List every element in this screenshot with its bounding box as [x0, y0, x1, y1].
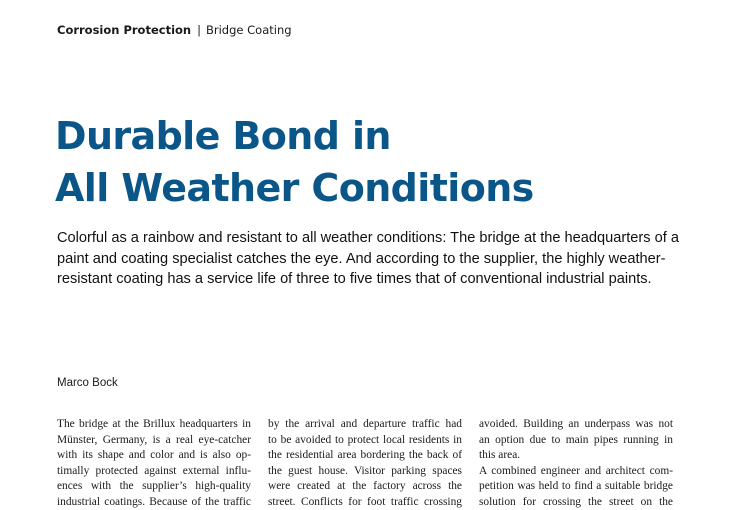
lead-line: paint and coating specialist catches the eye. And according to the supplier, the highly weather- [57, 249, 662, 270]
header-subsection: Bridge Coating [206, 23, 292, 37]
body-line: the guest house. Visitor parking spaces [268, 464, 462, 480]
body-line: industrial coatings. Because of the traffic [57, 495, 251, 510]
body-line: solution for crossing the street on the [479, 495, 673, 510]
body-line: timally protected against external influ- [57, 464, 251, 480]
lead-paragraph [57, 228, 662, 290]
running-header [57, 22, 292, 38]
body-column-3 [479, 417, 673, 510]
body-line: the residential area bordering the back of [268, 448, 462, 464]
header-separator: | [197, 23, 201, 37]
article-title-line: All Weather Conditions [55, 162, 534, 214]
body-line: this area. [479, 448, 673, 464]
body-line: street. Conflicts for foot traffic crossing [268, 495, 462, 510]
body-line: avoided. Building an underpass was not [479, 417, 673, 433]
article-title-line: Durable Bond in [55, 110, 534, 162]
article-title [55, 110, 534, 214]
header-section: Corrosion Protection [57, 23, 191, 37]
body-line: an option due to main pipes running in [479, 433, 673, 449]
body-line: A combined engineer and architect com- [479, 464, 673, 480]
author-byline: Marco Bock [57, 376, 118, 390]
body-line: by the arrival and departure traffic had [268, 417, 462, 433]
body-line: Münster, Germany, is a real eye-catcher [57, 433, 251, 449]
lead-line: Colorful as a rainbow and resistant to all weather conditions: The bridge at the headquarters of a [57, 228, 662, 249]
body-line: The bridge at the Brillux headquarters in [57, 417, 251, 433]
body-column-1 [57, 417, 251, 510]
lead-line: resistant coating has a service life of three to five times that of conventional industrial paints. [57, 269, 662, 290]
body-line: petition was held to find a suitable bridge [479, 479, 673, 495]
body-line: to be avoided to protect local residents in [268, 433, 462, 449]
body-column-2 [268, 417, 462, 510]
body-line: were created at the factory across the [268, 479, 462, 495]
body-line: with its shape and color and is also op- [57, 448, 251, 464]
body-line: ences with the supplier’s high-quality [57, 479, 251, 495]
